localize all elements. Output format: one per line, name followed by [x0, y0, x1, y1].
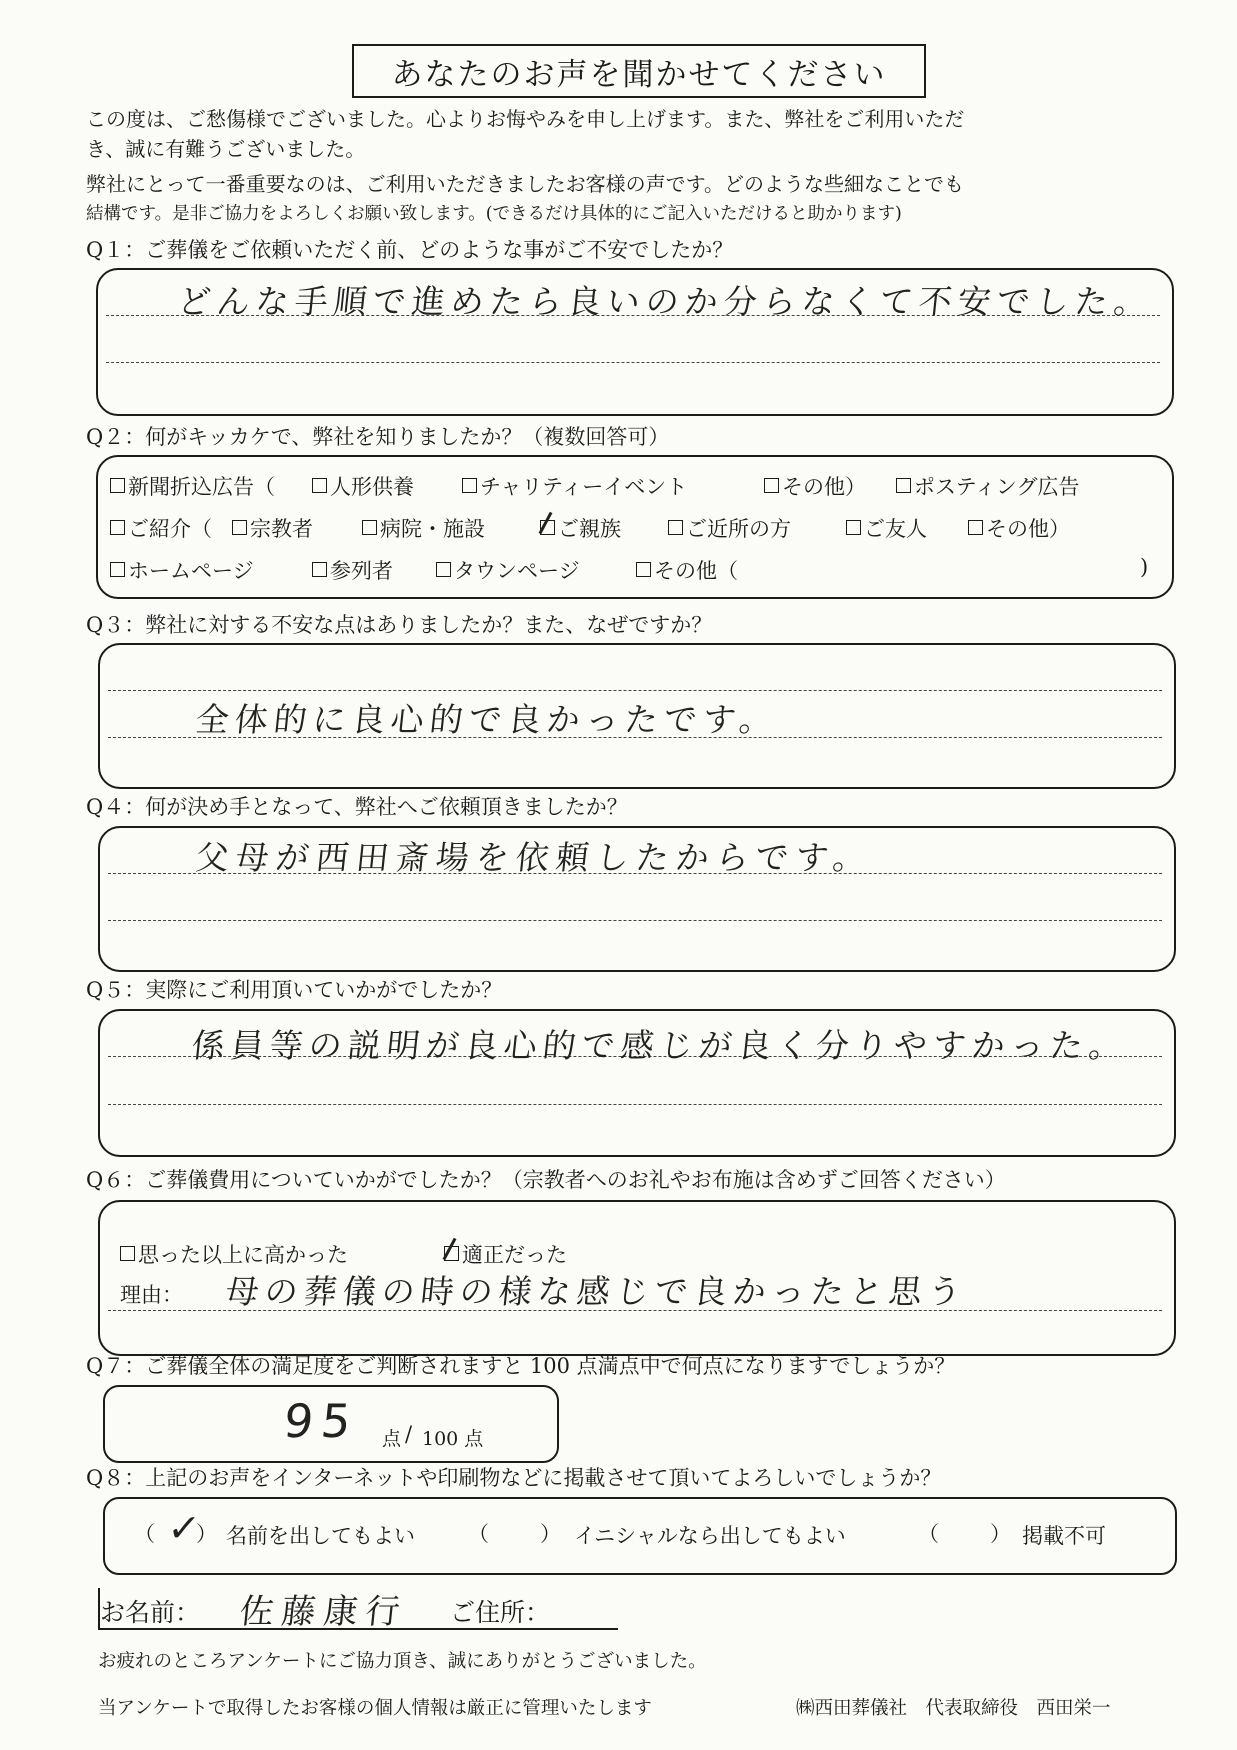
option-label: その他）	[782, 475, 866, 499]
checkbox[interactable]	[110, 562, 125, 577]
address-label: ご住所：	[450, 1598, 551, 1627]
q8-paren-open-1: （	[134, 1522, 155, 1546]
q7-separator: /	[405, 1422, 413, 1446]
q3-label: Q３：弊社に対する不安な点はありましたか？また、なぜですか？	[86, 613, 713, 637]
intro-line-4: 結構です。是非ご協力をよろしくお願い致します。(できるだけ具体的にご記入いただけると助かります)	[86, 204, 902, 224]
q6-line	[108, 1310, 1162, 1311]
checkbox[interactable]	[312, 478, 327, 493]
checkbox[interactable]	[636, 562, 651, 577]
checkbox[interactable]	[232, 520, 247, 535]
q4-label: Q４：何が決め手となって、弊社へご依頼頂きましたか？	[86, 795, 628, 819]
checkbox[interactable]	[896, 478, 911, 493]
q5-label: Q５：実際にご利用頂いていかがでしたか？	[86, 978, 503, 1002]
q2-option-other-3[interactable]	[636, 555, 738, 585]
q2-option-referral[interactable]	[110, 513, 212, 543]
q8-option-initials-ok[interactable]: イニシャルなら出してもよい	[574, 1524, 846, 1548]
q2-option-charity-event[interactable]	[462, 471, 687, 501]
option-label: 病院・施設	[380, 517, 485, 541]
q7-max-points: 100 点	[422, 1428, 484, 1450]
checkbox[interactable]	[968, 520, 983, 535]
option-label: 人形供養	[330, 475, 414, 499]
q8-check-mark: ✓	[165, 1506, 203, 1550]
q8-paren-close-3: ）	[990, 1522, 1011, 1546]
option-label: 適正だった	[462, 1243, 567, 1267]
q6-option-appropriate[interactable]	[444, 1239, 567, 1269]
option-label: ご紹介（	[128, 517, 212, 541]
option-label: 参列者	[330, 559, 393, 583]
handwritten-name: 佐藤康行	[237, 1592, 410, 1632]
intro-line-1: この度は、ご愁傷様でございました。心よりお悔やみを申し上げます。また、弊社をご利用いただ	[86, 107, 965, 131]
option-label: 思った以上に高かった	[138, 1243, 348, 1267]
q8-label: Q８：上記のお声をインターネットや印刷物などに掲載させて頂いてよろしいでしょうか？	[86, 1466, 942, 1490]
q8-paren-close-2: ）	[540, 1522, 561, 1546]
checkbox[interactable]	[110, 520, 125, 535]
q4-handwritten-answer: 父母が西田斎場を依頼したからです。	[193, 838, 875, 877]
option-label: その他）	[986, 517, 1070, 541]
footer-company-signature: ㈱西田葬儀社 代表取締役 西田栄一	[796, 1698, 1111, 1719]
q2-option-relatives[interactable]	[540, 513, 621, 543]
q6-label: Q６：ご葬儀費用についていかがでしたか？（宗教者へのお礼やお布施は含めずご回答ください）	[86, 1168, 1006, 1192]
checkbox[interactable]	[312, 562, 327, 577]
q2-option-religious[interactable]	[232, 513, 313, 543]
q2-option-other-1[interactable]	[764, 471, 866, 501]
q2-option-attendee[interactable]	[312, 555, 393, 585]
option-label: ポスティング広告	[914, 475, 1080, 499]
q2-label: Q２：何がキッカケで、弊社を知りましたか？（複数回答可）	[86, 425, 670, 449]
q3-line	[108, 690, 1162, 691]
name-label: お名前：	[100, 1598, 201, 1627]
q2-option-doll-memorial[interactable]	[312, 471, 414, 501]
checkbox[interactable]	[668, 520, 683, 535]
q8-paren-open-2: （	[468, 1522, 489, 1546]
q2-option-neighbors[interactable]	[668, 513, 791, 543]
option-label: ホームページ	[128, 559, 254, 583]
q2-option-posting-ad[interactable]	[896, 471, 1079, 501]
q2-option-townpage[interactable]	[436, 555, 580, 585]
q7-points-unit: 点	[382, 1428, 402, 1450]
q4-line	[108, 920, 1162, 921]
checkbox[interactable]	[436, 562, 451, 577]
survey-title: あなたのお声を聞かせてください	[352, 44, 926, 98]
q2-option-friends[interactable]	[846, 513, 927, 543]
footer-thanks: お疲れのところアンケートにご協力頂き、誠にありがとうございました。	[98, 1651, 707, 1672]
q2-option-other-2[interactable]	[968, 513, 1070, 543]
checkbox[interactable]	[846, 520, 861, 535]
checkbox[interactable]	[120, 1246, 135, 1261]
q2-option-newspaper[interactable]	[110, 471, 275, 501]
intro-line-3: 弊社にとって一番重要なのは、ご利用いただきましたお客様の声です。どのような些細なことでも	[86, 172, 964, 196]
option-label: ご近所の方	[686, 517, 791, 541]
intro-line-2: き、誠に有難うございました。	[86, 137, 366, 161]
option-label: 新聞折込広告（	[128, 475, 275, 499]
checkbox[interactable]	[462, 478, 477, 493]
q8-paren-open-3: （	[918, 1522, 939, 1546]
q2-option-hospital[interactable]	[362, 513, 485, 543]
q1-line	[106, 362, 1160, 363]
q5-line	[108, 1104, 1162, 1105]
q6-option-too-expensive[interactable]	[120, 1239, 348, 1269]
option-label: タウンページ	[454, 559, 580, 583]
q5-handwritten-answer: 係員等の説明が良心的で感じが良く分りやすかった。	[189, 1026, 1130, 1065]
checked-checkbox[interactable]	[540, 520, 555, 535]
option-label: 宗教者	[250, 517, 313, 541]
q8-option-name-ok[interactable]: 名前を出してもよい	[226, 1524, 415, 1548]
q7-label: Q７：ご葬儀全体の満足度をご判断されますと 100 点満点中で何点になりますでしょうか？	[86, 1354, 956, 1378]
q8-option-no-publish[interactable]: 掲載不可	[1022, 1524, 1106, 1548]
q6-handwritten-reason: 母の葬儀の時の様な感じで良かったと思う	[223, 1272, 969, 1311]
checkbox[interactable]	[110, 478, 125, 493]
checked-checkbox[interactable]	[444, 1246, 459, 1261]
q2-option-homepage[interactable]	[110, 555, 254, 585]
q7-handwritten-score: 95	[281, 1394, 362, 1448]
q6-reason-label: 理由：	[120, 1283, 183, 1307]
option-label: ご親族	[558, 517, 621, 541]
checkbox[interactable]	[362, 520, 377, 535]
checkbox[interactable]	[764, 478, 779, 493]
option-label: その他（	[654, 559, 738, 583]
q3-handwritten-answer: 全体的に良心的で良かったです。	[193, 700, 781, 739]
q8-paren-close-1: ）	[196, 1522, 217, 1546]
footer-privacy-note: 当アンケートで取得したお客様の個人情報は厳正に管理いたします	[98, 1698, 652, 1719]
q1-label: Q１：ご葬儀をご依頼いただく前、どのような事がご不安でしたか？	[86, 238, 734, 262]
option-label: ご友人	[864, 517, 927, 541]
q1-handwritten-answer: どんな手順で進めたら良いのか分らなくて不安でした。	[175, 282, 1155, 321]
q2-other-close-paren: )	[1140, 555, 1149, 579]
option-label: チャリティーイベント	[480, 475, 688, 499]
